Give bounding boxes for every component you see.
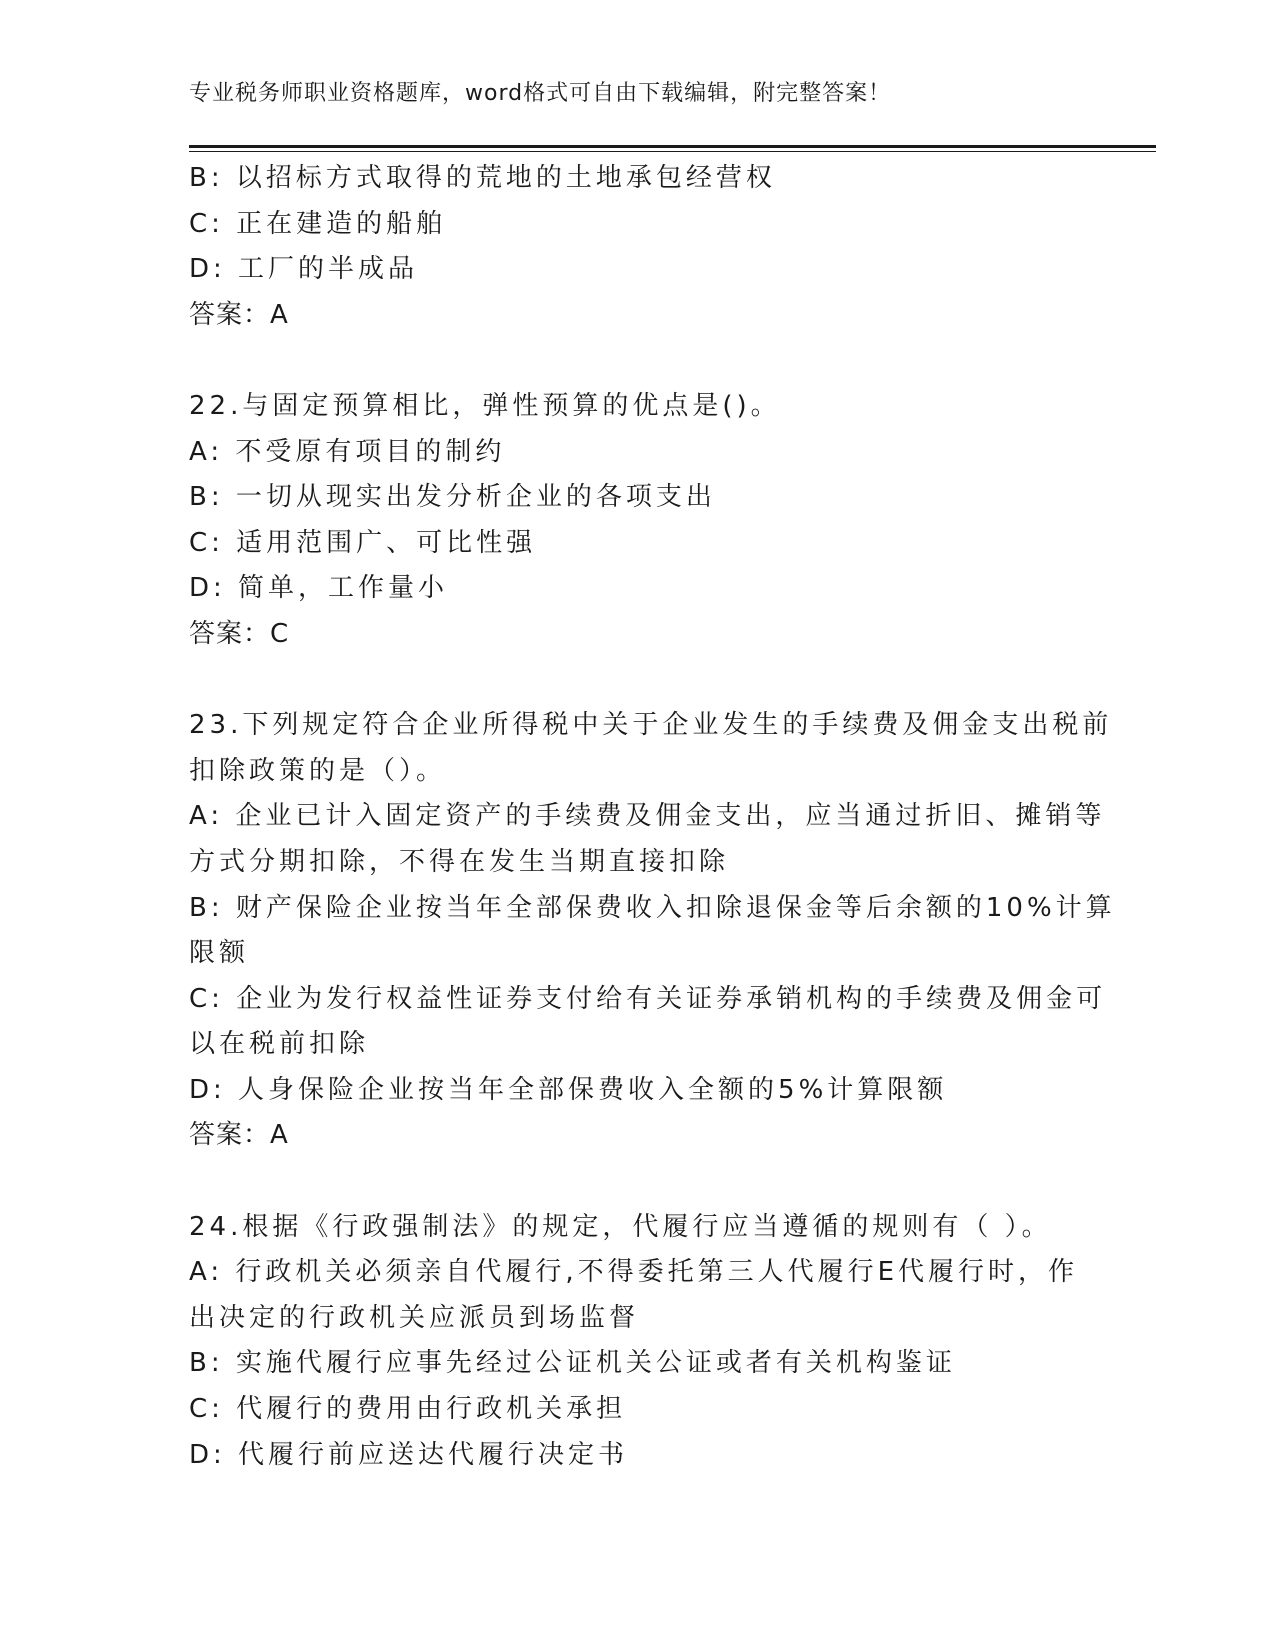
option-c-line-1: C: 企业为发行权益性证券支付给有关证券承销机构的手续费及佣金可 (189, 983, 1107, 1014)
answer-label: 答案：A (189, 1120, 289, 1151)
header-rule-thin (189, 151, 1156, 152)
option-c: C: 适用范围广、可比性强 (189, 527, 537, 558)
answer-label: 答案：A (189, 299, 289, 330)
option-c: C: 正在建造的船舶 (189, 208, 447, 239)
answer-label: 答案：C (189, 618, 290, 649)
question-stem: 22.与固定预算相比，弹性预算的优点是()。 (189, 390, 781, 421)
question-21-tail (189, 156, 1089, 338)
option-d: D: 简单，工作量小 (189, 573, 449, 604)
option-b: B: 以招标方式取得的荒地的土地承包经营权 (189, 163, 776, 193)
option-a-line-2: 方式分期扣除，不得在发生当期直接扣除 (189, 846, 730, 877)
question-stem-line-1: 23.下列规定符合企业所得税中关于企业发生的手续费及佣金支出税前 (189, 710, 1113, 741)
option-b: B: 一切从现实出发分析企业的各项支出 (189, 482, 716, 513)
question-24 (189, 1205, 1089, 1479)
header-rule-thick (189, 145, 1156, 148)
option-c-line-2: 以在税前扣除 (189, 1029, 370, 1060)
option-b-line-2: 限额 (189, 938, 250, 969)
question-stem-line-2: 扣除政策的是（）。 (189, 755, 447, 786)
question-stem: 24.根据《行政强制法》的规定，代履行应当遵循的规则有（ ）。 (189, 1211, 1052, 1242)
spacer (189, 338, 1089, 384)
option-d: D: 代履行前应送达代履行决定书 (189, 1439, 629, 1470)
question-22 (189, 384, 1089, 658)
option-a-line-1: A: 行政机关必须亲自代履行,不得委托第三人代履行E代履行时，作 (189, 1257, 1079, 1288)
document-body (189, 156, 1116, 1478)
question-23 (189, 703, 1116, 1159)
option-a: A: 不受原有项目的制约 (189, 436, 506, 467)
option-a-line-1: A: 企业已计入固定资产的手续费及佣金支出，应当通过折旧、摊销等 (189, 801, 1106, 832)
option-d: D: 工厂的半成品 (189, 254, 419, 285)
option-c: C: 代履行的费用由行政机关承担 (189, 1394, 627, 1425)
option-a-line-2: 出决定的行政机关应派员到场监督 (189, 1302, 640, 1333)
spacer (189, 1159, 1089, 1205)
option-b-line-1: B: 财产保险企业按当年全部保费收入扣除退保金等后余额的10%计算 (189, 892, 1116, 923)
spacer (189, 658, 1089, 704)
option-b: B: 实施代履行应事先经过公证机关公证或者有关机构鉴证 (189, 1348, 956, 1379)
option-d: D: 人身保险企业按当年全部保费收入全额的5%计算限额 (189, 1074, 948, 1105)
page-header: 专业税务师职业资格题库，word格式可自由下载编辑，附完整答案！ (189, 81, 892, 106)
